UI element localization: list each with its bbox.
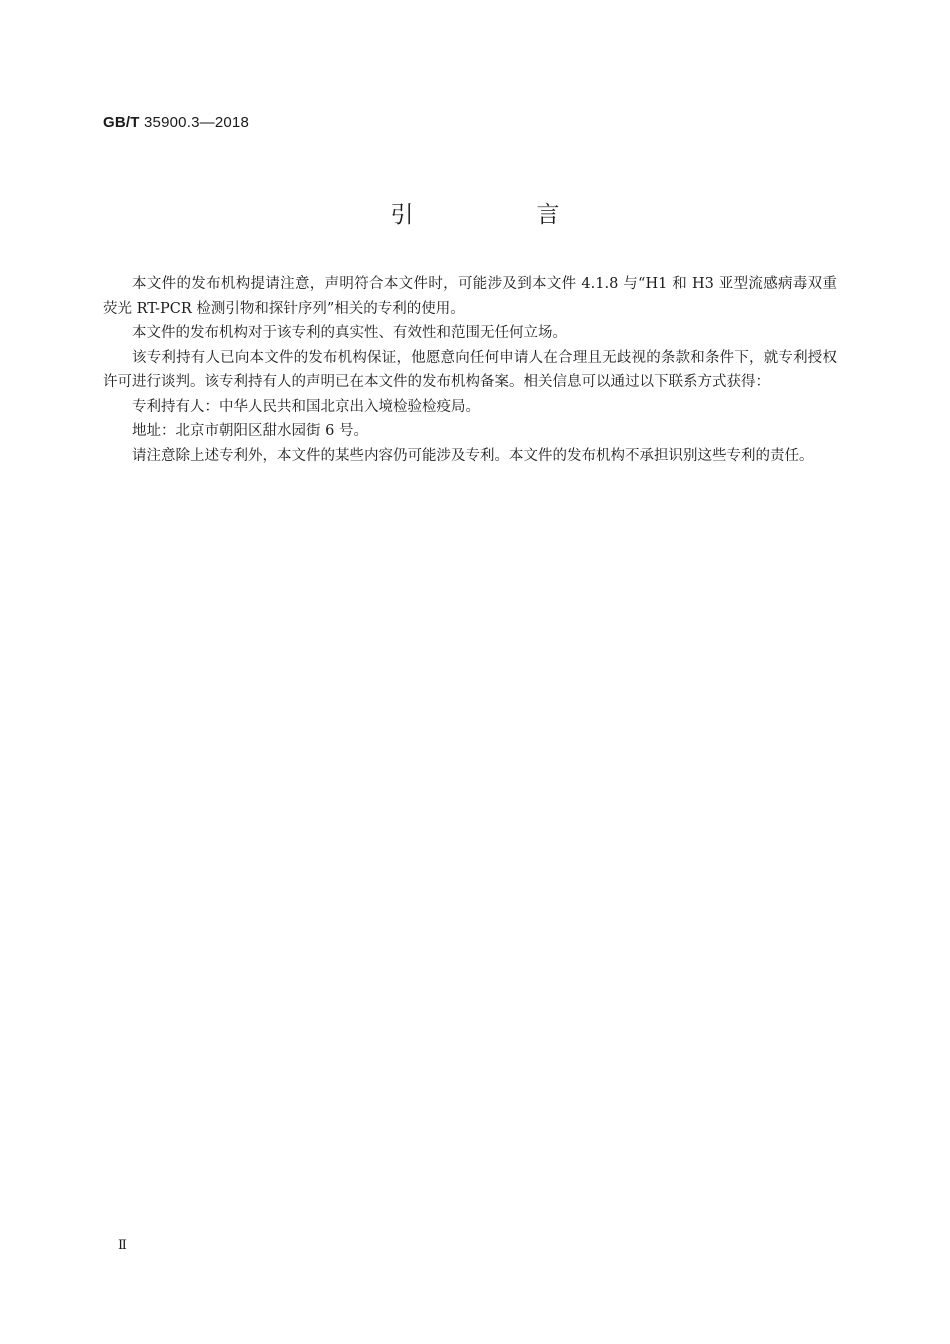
section-title: 引 言: [390, 202, 610, 228]
paragraph-patent-holder: 专利持有人：中华人民共和国北京出入境检验检疫局。: [132, 398, 480, 415]
paragraph-address: 地址：北京市朝阳区甜水园街 6 号。: [132, 423, 368, 439]
standard-code: [103, 114, 249, 131]
page-number: Ⅱ: [118, 1238, 127, 1253]
paragraph-holder-assurance: 该专利持有人已向本文件的发布机构保证，他愿意向任何申请人在合理且无歧视的条款和条件下，就专利授权许可进行谈判。该专利持有人的声明已在本文件的发布机构备案。相关信息可以通过以下联系方式获得：: [103, 349, 837, 390]
standard-code-number: 35900.3—2018: [144, 114, 250, 131]
standard-code-prefix: GB/T: [103, 114, 140, 131]
paragraph-no-position: 本文件的发布机构对于该专利的真实性、有效性和范围无任何立场。: [132, 325, 567, 341]
paragraph-patent-notice: 本文件的发布机构提请注意，声明符合本文件时，可能涉及到本文件 4.1.8 与“H1 和 H3 亚型流感病毒双重荧光 RT-PCR 检测引物和探针序列”相关的专利的使用。: [103, 276, 837, 317]
body-text: [103, 272, 837, 468]
paragraph-other-patents: 请注意除上述专利外，本文件的某些内容仍可能涉及专利。本文件的发布机构不承担识别这些专利的责任。: [132, 447, 814, 464]
